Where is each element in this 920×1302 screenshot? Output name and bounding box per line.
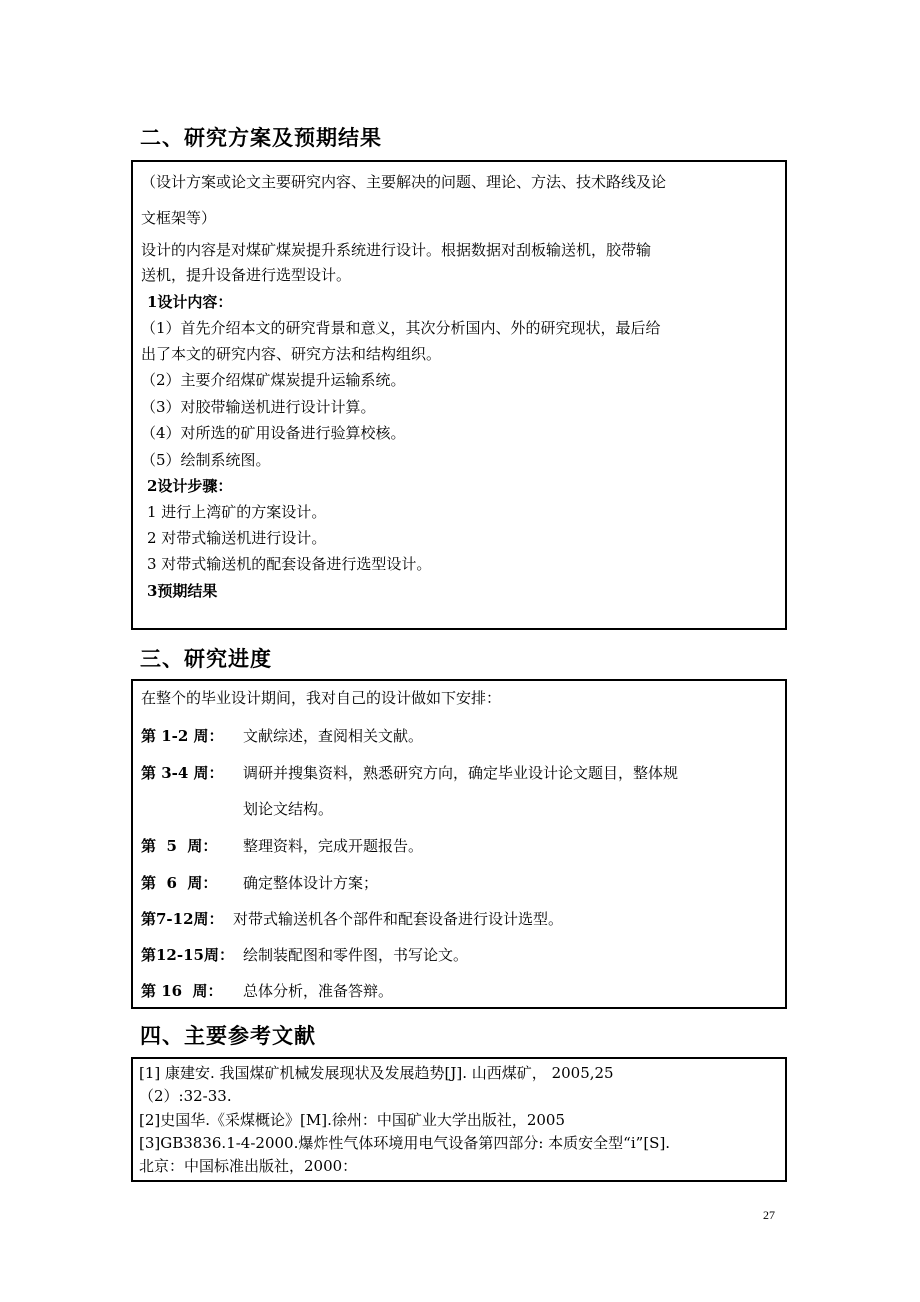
text-line: 文框架等）	[141, 209, 217, 227]
schedule-week: 第 6 周：	[141, 874, 218, 892]
text-line: 1 进行上湾矿的方案设计。	[147, 503, 327, 521]
schedule-task: 确定整体设计方案；	[243, 874, 379, 892]
subheading-expected-results: 3预期结果	[147, 582, 218, 600]
text-line: （3）对胶带输送机进行设计计算。	[141, 398, 376, 416]
text-line: （2）主要介绍煤矿煤炭提升运输系统。	[141, 371, 406, 389]
text-line: 送机，提升设备进行选型设计。	[141, 266, 352, 284]
text-line: 出了本文的研究内容、研究方法和结构组织。	[141, 345, 442, 363]
text-line: （设计方案或论文主要研究内容、主要解决的问题、理论、方法、技术路线及论	[141, 173, 667, 191]
research-schedule-box	[131, 679, 787, 1009]
reference-line: [1] 康建安. 我国煤矿机械发展现状及发展趋势[J]. 山西煤矿， 2005,25	[139, 1064, 614, 1082]
schedule-intro: 在整个的毕业设计期间，我对自己的设计做如下安排：	[141, 689, 502, 707]
reference-line: [3]GB3836.1-4-2000.爆炸性气体环境用电气设备第四部分: 本质安全型“i”[S].	[139, 1134, 671, 1152]
references-box	[131, 1057, 787, 1182]
schedule-week: 第 5 周：	[141, 837, 218, 855]
schedule-week: 第 3-4 周：	[141, 764, 224, 782]
section-heading-research-plan: 二、研究方案及预期结果	[140, 126, 382, 150]
reference-line: 北京：中国标准出版社，2000：	[139, 1157, 358, 1175]
schedule-week: 第12-15周：	[141, 946, 234, 964]
subheading-design-content: 1设计内容：	[147, 293, 233, 311]
subheading-design-steps: 2设计步骤：	[147, 477, 233, 495]
text-line: （1）首先介绍本文的研究背景和意义，其次分析国内、外的研究现状，最后给	[141, 319, 661, 337]
schedule-week: 第 16 周：	[141, 982, 223, 1000]
reference-line: [2]史国华.《采煤概论》[M].徐州：中国矿业大学出版社，2005	[139, 1111, 566, 1129]
research-plan-box	[131, 160, 787, 630]
text-line: 2 对带式输送机进行设计。	[147, 529, 327, 547]
schedule-task: 划论文结构。	[243, 800, 334, 818]
schedule-week: 第7-12周：	[141, 910, 224, 928]
text-line: （4）对所选的矿用设备进行验算校核。	[141, 424, 406, 442]
schedule-week: 第 1-2 周：	[141, 727, 224, 745]
section-heading-research-schedule: 三、研究进度	[140, 647, 272, 671]
schedule-task: 调研并搜集资料，熟悉研究方向，确定毕业设计论文题目，整体规	[243, 764, 679, 782]
reference-line: （2）:32-33.	[139, 1087, 232, 1105]
schedule-task: 文献综述，查阅相关文献。	[243, 727, 424, 745]
text-line: 设计的内容是对煤矿煤炭提升系统进行设计。根据数据对刮板输送机，胶带输	[141, 241, 652, 259]
schedule-task: 对带式输送机各个部件和配套设备进行设计选型。	[233, 910, 564, 928]
section-heading-references: 四、主要参考文献	[140, 1024, 316, 1048]
text-line: （5）绘制系统图。	[141, 451, 271, 469]
schedule-task: 整理资料，完成开题报告。	[243, 837, 424, 855]
schedule-task: 总体分析，准备答辩。	[243, 982, 394, 1000]
page-number: 27	[763, 1208, 775, 1222]
schedule-task: 绘制装配图和零件图，书写论文。	[243, 946, 469, 964]
text-line: 3 对带式输送机的配套设备进行选型设计。	[147, 555, 432, 573]
